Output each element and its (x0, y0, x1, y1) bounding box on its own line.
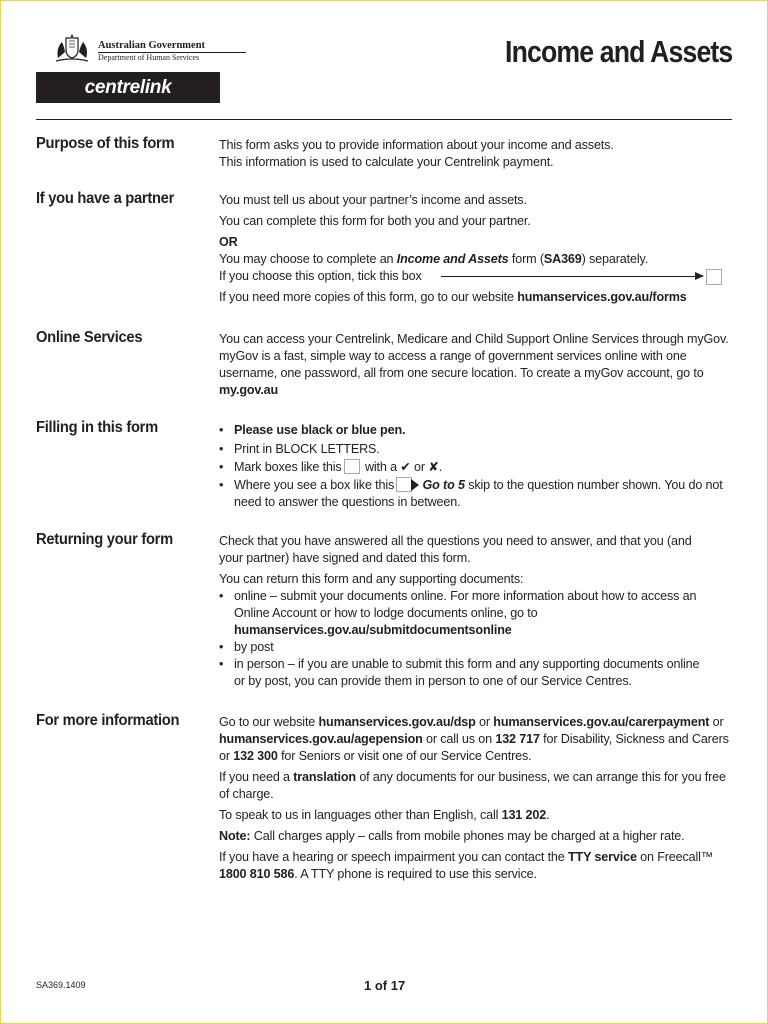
online-services-text: You can access your Centrelink, Medicare and Child Support Online Services through myGov. myGov is a fast, simple way to access a range of government services online with one username, one password, all from one secure location. To create a myGov account, go to my.gov.au (219, 332, 729, 397)
more-info-text-5: If you have a hearing or speech impairment you can contact the TTY service on Freecall™ 1800 810 586. A TTY phone is required to use this service. (219, 850, 714, 881)
goto-label: Go to 5 (422, 477, 465, 492)
empty-box-icon (396, 477, 412, 492)
section-heading: Purpose of this form (36, 135, 175, 152)
section-heading: Returning your form (36, 531, 173, 548)
list-item: • Print in BLOCK LETTERS. (219, 441, 380, 456)
list-item: • Mark boxes like this with a ✔ or ✘. (219, 460, 443, 474)
partner-text-1: You must tell us about your partner’s income and assets. (219, 193, 527, 207)
page-number: 1 of 17 (364, 978, 406, 993)
dsp-link[interactable]: humanservices.gov.au/dsp (318, 715, 476, 729)
logo-divider (98, 52, 246, 53)
goto-arrow-icon (411, 479, 419, 491)
centrelink-brand: centrelink (36, 72, 220, 103)
more-info-text-1: Go to our website humanservices.gov.au/dsp or humanservices.gov.au/carerpayment or humanservices.gov.au/agepension or call us on 132 717 for Disability, Sickness and Carers or 132 300 for Seniors or visit one of our Service Centres. (219, 715, 729, 763)
returning-text-1: Check that you have answered all the questions you need to answer, and that you (and your partner) have signed and dated this form. (219, 534, 692, 565)
list-item: • Please use black or blue pen. (219, 423, 406, 437)
more-info-text-3: To speak to us in languages other than English, call 131 202. (219, 808, 550, 822)
returning-text-2: You can return this form and any supporting documents: (219, 572, 524, 586)
separate-form-option (219, 268, 739, 285)
coat-of-arms-icon (52, 34, 92, 64)
mygov-link[interactable]: my.gov.au (219, 383, 279, 397)
partner-text-2: You can complete this form for both you and your partner. (219, 214, 531, 228)
cross-icon: ✘ (428, 460, 439, 474)
section-heading: If you have a partner (36, 190, 175, 207)
tick-icon: ✔ (400, 460, 411, 474)
header-divider (36, 119, 732, 120)
more-info-note: Note: Call charges apply – calls from mobile phones may be charged at a higher rate. (219, 829, 685, 843)
arrow-right-icon (441, 276, 703, 277)
list-item: • online – submit your documents online. For more information about how to access an Online Account or how to lodge documents online, go to humanservices.gov.au/submitdocumentsonline (219, 589, 697, 637)
government-name: Australian Government (98, 40, 206, 51)
separate-form-checkbox[interactable] (706, 269, 722, 285)
list-item: • Where you see a box like this Go to 5 skip to the question number shown. You do not need to answer the questions in between. (219, 477, 723, 509)
section-heading: For more information (36, 712, 180, 729)
list-item: • in person – if you are unable to submit this form and any supporting documents online or by post, you can provide them in person to one of our Service Centres. (219, 657, 700, 688)
agepension-link[interactable]: humanservices.gov.au/agepension (219, 732, 423, 746)
partner-text-4: If you choose this option, tick this box (219, 269, 422, 283)
page-title: Income and Assets (504, 34, 732, 69)
submit-documents-link[interactable]: humanservices.gov.au/submitdocumentsonline (234, 623, 512, 637)
department-name: Department of Human Services (98, 53, 200, 62)
partner-text-3: You may choose to complete an Income and Assets form (SA369) separately. (219, 252, 649, 266)
purpose-line-2: This information is used to calculate your Centrelink payment. (219, 155, 554, 169)
purpose-line-1: This form asks you to provide information about your income and assets. (219, 138, 614, 152)
list-item: • by post (219, 640, 274, 654)
forms-link[interactable]: humanservices.gov.au/forms (517, 290, 687, 304)
more-info-text-2: If you need a translation of any documents for our business, we can arrange this for you free of charge. (219, 770, 726, 801)
section-heading: Filling in this form (36, 419, 158, 436)
or-label: OR (219, 235, 238, 249)
form-code: SA369.1409 (36, 980, 86, 990)
carerpayment-link[interactable]: humanservices.gov.au/carerpayment (493, 715, 710, 729)
partner-text-5: If you need more copies of this form, go to our website humanservices.gov.au/forms (219, 290, 687, 304)
section-heading: Online Services (36, 329, 143, 346)
empty-box-icon (344, 459, 360, 474)
